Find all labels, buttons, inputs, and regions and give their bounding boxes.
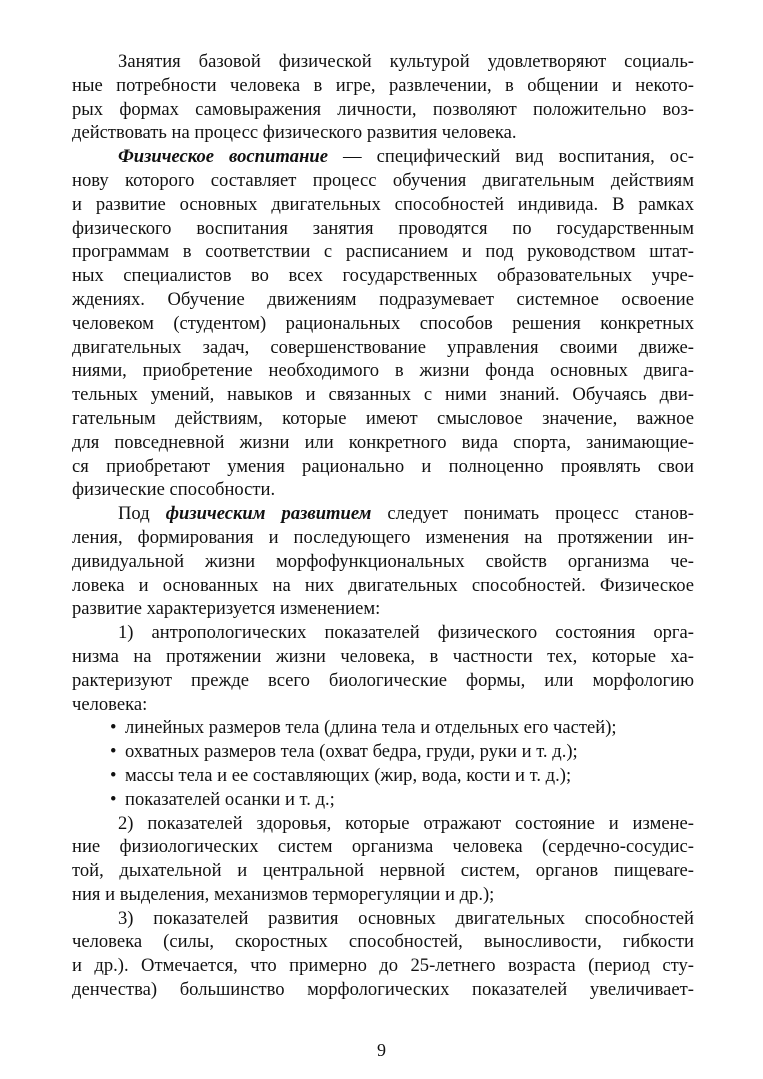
text-line: физические способности.: [72, 479, 276, 501]
text-line: ные потребности человека в игре, развлечении, в общении и некото-: [72, 74, 694, 96]
bullet-icon: •: [110, 741, 117, 763]
term-physical-education: Физическое воспитание: [118, 146, 329, 168]
text-line: человека:: [72, 693, 148, 715]
text-line: и развитие основных двигательных способностей индивида. В рамках: [72, 193, 694, 215]
text-line: низма на протяжении жизни человека, в частности тех, которые ха-: [72, 645, 694, 667]
text-line: и др.). Отмечается, что примерно до 25-летнего возраста (период сту-: [72, 955, 694, 977]
text-line: гательным действиям, которые имеют смысловое значение, важное: [72, 407, 694, 429]
text-line: 1) антропологических показателей физического состояния орга-: [118, 622, 694, 644]
paragraph-3: [72, 502, 694, 621]
text-line: дивидуальной жизни морфофункциональных свойств организма че-: [72, 550, 694, 572]
text-fragment: следует понимать процесс станов-: [371, 503, 694, 525]
bullet-list: [72, 716, 694, 811]
text-line: развитие характеризуется изменением:: [72, 598, 381, 620]
bullet-icon: •: [110, 717, 117, 739]
text-line: рактеризуют прежде всего биологические формы, или морфологию: [72, 669, 694, 691]
term-physical-development: физическим развитием: [165, 503, 372, 525]
list-item: [72, 764, 694, 788]
text-line: тельных умений, навыков и связанных с ними знаний. Обучаясь дви-: [72, 384, 694, 406]
text-line: двигательных задач, совершенствование управления своими движе-: [72, 336, 694, 358]
paragraph-6: [72, 907, 694, 1002]
text-line: физического воспитания занятия проводятся по государственным: [72, 217, 694, 239]
page-body: [72, 50, 694, 1002]
paragraph-4: [72, 621, 694, 716]
list-item-text: показателей осанки и т. д.;: [125, 788, 335, 810]
text-line: ниями, приобретение необходимого в жизни фонда основных двига-: [72, 360, 694, 382]
bullet-icon: •: [110, 788, 117, 810]
bullet-icon: •: [110, 764, 117, 786]
text-line: для повседневной жизни или конкретного вида спорта, занимающие-: [72, 431, 694, 453]
text-fragment: Под: [118, 503, 166, 525]
page-number: 9: [377, 1040, 386, 1060]
text-line: 3) показателей развития основных двигательных способностей: [118, 907, 694, 929]
text-line: [72, 145, 694, 169]
list-item-text: массы тела и ее составляющих (жир, вода, кости и т. д.);: [125, 764, 572, 786]
text-line: той, дыхательной и центральной нервной систем, органов пищевare-: [72, 860, 694, 882]
text-line: ловека и основанных на них двигательных способностей. Физическое: [72, 574, 694, 596]
text-line: ся приобретают умения рационально и полноценно проявлять свои: [72, 455, 694, 477]
list-item-text: охватных размеров тела (охват бедра, груди, руки и т. д.);: [125, 741, 578, 763]
text-line: человеком (студентом) рациональных способов решения конкретных: [72, 312, 694, 334]
paragraph-5: [72, 812, 694, 907]
text-line: Занятия базовой физической культурой удовлетворяют социаль-: [118, 51, 694, 72]
text-line: ния и выделения, механизмов терморегуляции и др.);: [72, 883, 495, 905]
list-item-text: линейных размеров тела (длина тела и отдельных его частей);: [125, 717, 617, 739]
text-line: нову которого составляет процесс обучения двигательным действиям: [72, 169, 694, 191]
paragraph-1: [72, 50, 694, 145]
text-line: ных специалистов во всех государственных образовательных учре-: [72, 265, 694, 287]
text-line: программам в соответствии с расписанием и под руководством штат-: [72, 241, 694, 263]
text-line: рых формах самовыражения личности, позволяют положительно воз-: [72, 98, 694, 120]
text-line: действовать на процесс физического развития человека.: [72, 122, 517, 144]
text-line: ления, формирования и последующего изменения на протяжении ин-: [72, 526, 694, 548]
text-line: 2) показателей здоровья, которые отражают состояние и измене-: [118, 812, 694, 834]
text-line: человека (силы, скоростных способностей, выносливости, гибкости: [72, 931, 694, 953]
list-item: [72, 788, 694, 812]
list-item: [72, 716, 694, 740]
text-line: [72, 502, 694, 526]
text-fragment: — специфический вид воспитания, ос-: [328, 146, 694, 168]
paragraph-2: [72, 145, 694, 502]
text-line: ние физиологических систем организма человека (сердечно-сосудис-: [72, 836, 694, 858]
list-item: [72, 740, 694, 764]
text-line: ждениях. Обучение движениям подразумевает системное освоение: [72, 288, 694, 310]
text-line: денчества) большинство морфологических показателей увеличивает-: [72, 979, 694, 1001]
